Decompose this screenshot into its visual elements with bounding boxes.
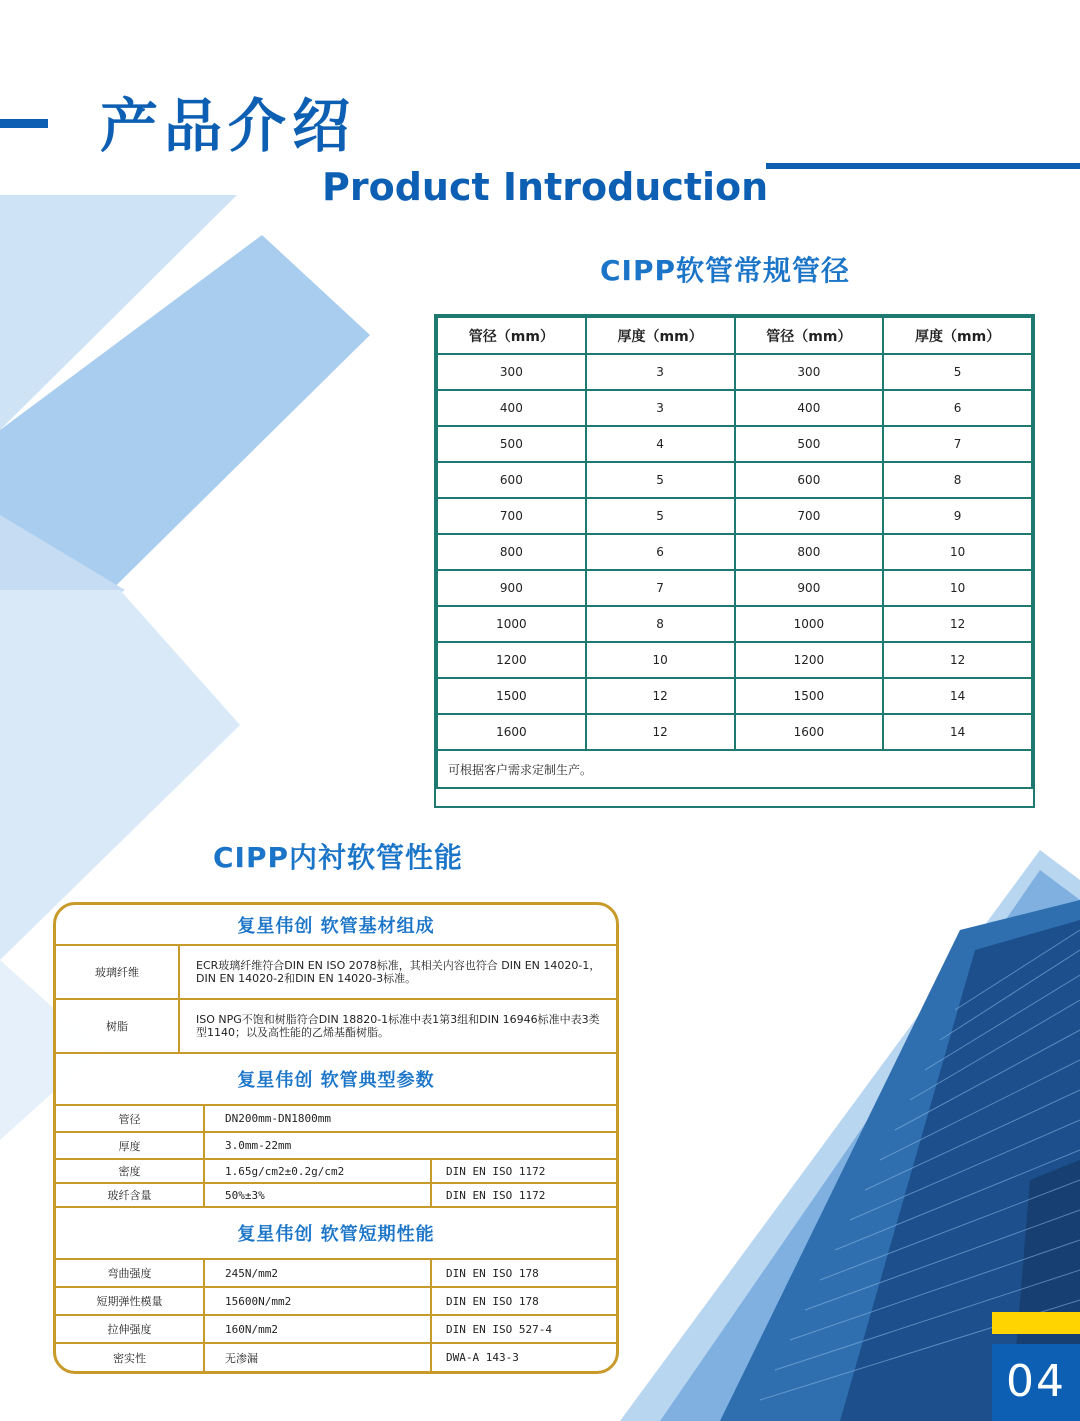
typical-value: DN200mm-DN1800mm [204, 1105, 616, 1132]
thickness-cell: 7 [586, 570, 735, 606]
diameter-cell: 1500 [437, 678, 586, 714]
typical-row [56, 1183, 616, 1207]
diameter-cell: 900 [735, 570, 884, 606]
diameter-table-note-row [437, 750, 1032, 788]
diameter-table-row [437, 498, 1032, 534]
thickness-cell: 12 [883, 606, 1032, 642]
short-term-label: 弯曲强度 [56, 1259, 204, 1287]
diameter-table-row [437, 534, 1032, 570]
thickness-cell: 12 [883, 642, 1032, 678]
short-term-standard: DWA-A 143-3 [431, 1343, 616, 1371]
header-thickness-1: 厚度（mm） [586, 317, 735, 354]
typical-label: 管径 [56, 1105, 204, 1132]
performance-section-title: CIPP内衬软管性能 [213, 841, 464, 874]
diameter-table-header-row [437, 317, 1032, 354]
thickness-cell: 10 [586, 642, 735, 678]
typical-row [56, 1105, 616, 1132]
composition-heading: 复星伟创 软管基材组成 [237, 915, 435, 937]
short-term-value: 15600N/mm2 [204, 1287, 431, 1315]
thickness-cell: 10 [883, 534, 1032, 570]
header-diameter-2: 管径（mm） [735, 317, 884, 354]
short-term-value: 245N/mm2 [204, 1259, 431, 1287]
header-diameter-1: 管径（mm） [437, 317, 586, 354]
typical-row [56, 1159, 616, 1183]
thickness-cell: 6 [586, 534, 735, 570]
performance-box [53, 902, 619, 1374]
diameter-cell: 500 [437, 426, 586, 462]
page-title-en: Product Introduction [322, 165, 769, 209]
typical-standard: DIN EN ISO 1172 [431, 1159, 616, 1183]
thickness-cell: 14 [883, 714, 1032, 750]
header-accent-bar-left [0, 119, 48, 128]
diameter-cell: 300 [735, 354, 884, 390]
diameter-table-row [437, 462, 1032, 498]
composition-text: ECR玻璃纤维符合DIN EN ISO 2078标准，其相关内容也符合 DIN EN 14020-1，DIN EN 14020-2和DIN EN 14020-3标准。 [179, 945, 616, 999]
diameter-table-row [437, 390, 1032, 426]
diameter-section-title: CIPP软管常规管径 [600, 254, 851, 287]
thickness-cell: 9 [883, 498, 1032, 534]
thickness-cell: 5 [586, 462, 735, 498]
short-term-row [56, 1287, 616, 1315]
thickness-cell: 4 [586, 426, 735, 462]
short-term-standard: DIN EN ISO 527-4 [431, 1315, 616, 1343]
diameter-cell: 400 [735, 390, 884, 426]
short-term-row [56, 1315, 616, 1343]
diameter-cell: 1000 [437, 606, 586, 642]
short-term-label: 短期弹性模量 [56, 1287, 204, 1315]
diameter-cell: 900 [437, 570, 586, 606]
page-title-cn: 产品介绍 [100, 92, 357, 160]
typical-value: 1.65g/cm2±0.2g/cm2 [204, 1159, 431, 1183]
diameter-cell: 600 [437, 462, 586, 498]
thickness-cell: 7 [883, 426, 1032, 462]
diameter-cell: 800 [735, 534, 884, 570]
header-thickness-2: 厚度（mm） [883, 317, 1032, 354]
typical-value: 50%±3% [204, 1183, 431, 1207]
diameter-cell: 1600 [735, 714, 884, 750]
composition-row [56, 945, 616, 999]
diameter-cell: 300 [437, 354, 586, 390]
short-term-heading-row [56, 1207, 616, 1259]
composition-label: 树脂 [56, 999, 179, 1053]
diameter-cell: 1200 [735, 642, 884, 678]
diameter-table-row [437, 570, 1032, 606]
diameter-table-note: 可根据客户需求定制生产。 [437, 750, 1032, 788]
building-image [720, 900, 1080, 1421]
composition-label: 玻璃纤维 [56, 945, 179, 999]
thickness-cell: 6 [883, 390, 1032, 426]
thickness-cell: 8 [586, 606, 735, 642]
page-number-accent [992, 1312, 1080, 1334]
thickness-cell: 14 [883, 678, 1032, 714]
thickness-cell: 5 [883, 354, 1032, 390]
typical-row [56, 1132, 616, 1159]
short-term-row [56, 1259, 616, 1287]
thickness-cell: 12 [586, 678, 735, 714]
composition-heading-row [56, 905, 616, 945]
page-number: 04 [1006, 1356, 1066, 1407]
typical-heading: 复星伟创 软管典型参数 [56, 1053, 616, 1105]
thickness-cell: 3 [586, 390, 735, 426]
composition-text: ISO NPG不饱和树脂符合DIN 18820-1标准中表1第3组和DIN 16946标准中表3类型1140；以及高性能的乙烯基酯树脂。 [179, 999, 616, 1053]
diameter-table-row [437, 606, 1032, 642]
short-term-value: 无渗漏 [204, 1343, 431, 1371]
short-term-label: 拉伸强度 [56, 1315, 204, 1343]
thickness-cell: 3 [586, 354, 735, 390]
thickness-cell: 10 [883, 570, 1032, 606]
short-term-standard: DIN EN ISO 178 [431, 1287, 616, 1315]
performance-table [56, 905, 616, 1371]
diameter-table [436, 316, 1033, 789]
diameter-cell: 700 [437, 498, 586, 534]
thickness-cell: 8 [883, 462, 1032, 498]
diameter-cell: 700 [735, 498, 884, 534]
diameter-cell: 1200 [437, 642, 586, 678]
typical-standard: DIN EN ISO 1172 [431, 1183, 616, 1207]
diameter-table-row [437, 642, 1032, 678]
thickness-cell: 12 [586, 714, 735, 750]
typical-heading-row [56, 1053, 616, 1105]
diameter-cell: 1600 [437, 714, 586, 750]
short-term-standard: DIN EN ISO 178 [431, 1259, 616, 1287]
thickness-cell: 5 [586, 498, 735, 534]
diameter-cell: 1000 [735, 606, 884, 642]
diameter-table-row [437, 678, 1032, 714]
diameter-table-row [437, 714, 1032, 750]
short-term-row [56, 1343, 616, 1371]
diameter-table-container [434, 314, 1035, 808]
typical-label: 密度 [56, 1159, 204, 1183]
diameter-table-row [437, 426, 1032, 462]
short-term-label: 密实性 [56, 1343, 204, 1371]
short-term-value: 160N/mm2 [204, 1315, 431, 1343]
diameter-table-row [437, 354, 1032, 390]
diameter-cell: 600 [735, 462, 884, 498]
composition-row [56, 999, 616, 1053]
header-accent-bar-right [766, 163, 1080, 169]
typical-value: 3.0mm-22mm [204, 1132, 616, 1159]
typical-label: 玻纤含量 [56, 1183, 204, 1207]
diameter-cell: 500 [735, 426, 884, 462]
diameter-cell: 800 [437, 534, 586, 570]
diameter-cell: 400 [437, 390, 586, 426]
diameter-cell: 1500 [735, 678, 884, 714]
typical-label: 厚度 [56, 1132, 204, 1159]
short-term-heading: 复星伟创 软管短期性能 [56, 1207, 616, 1259]
